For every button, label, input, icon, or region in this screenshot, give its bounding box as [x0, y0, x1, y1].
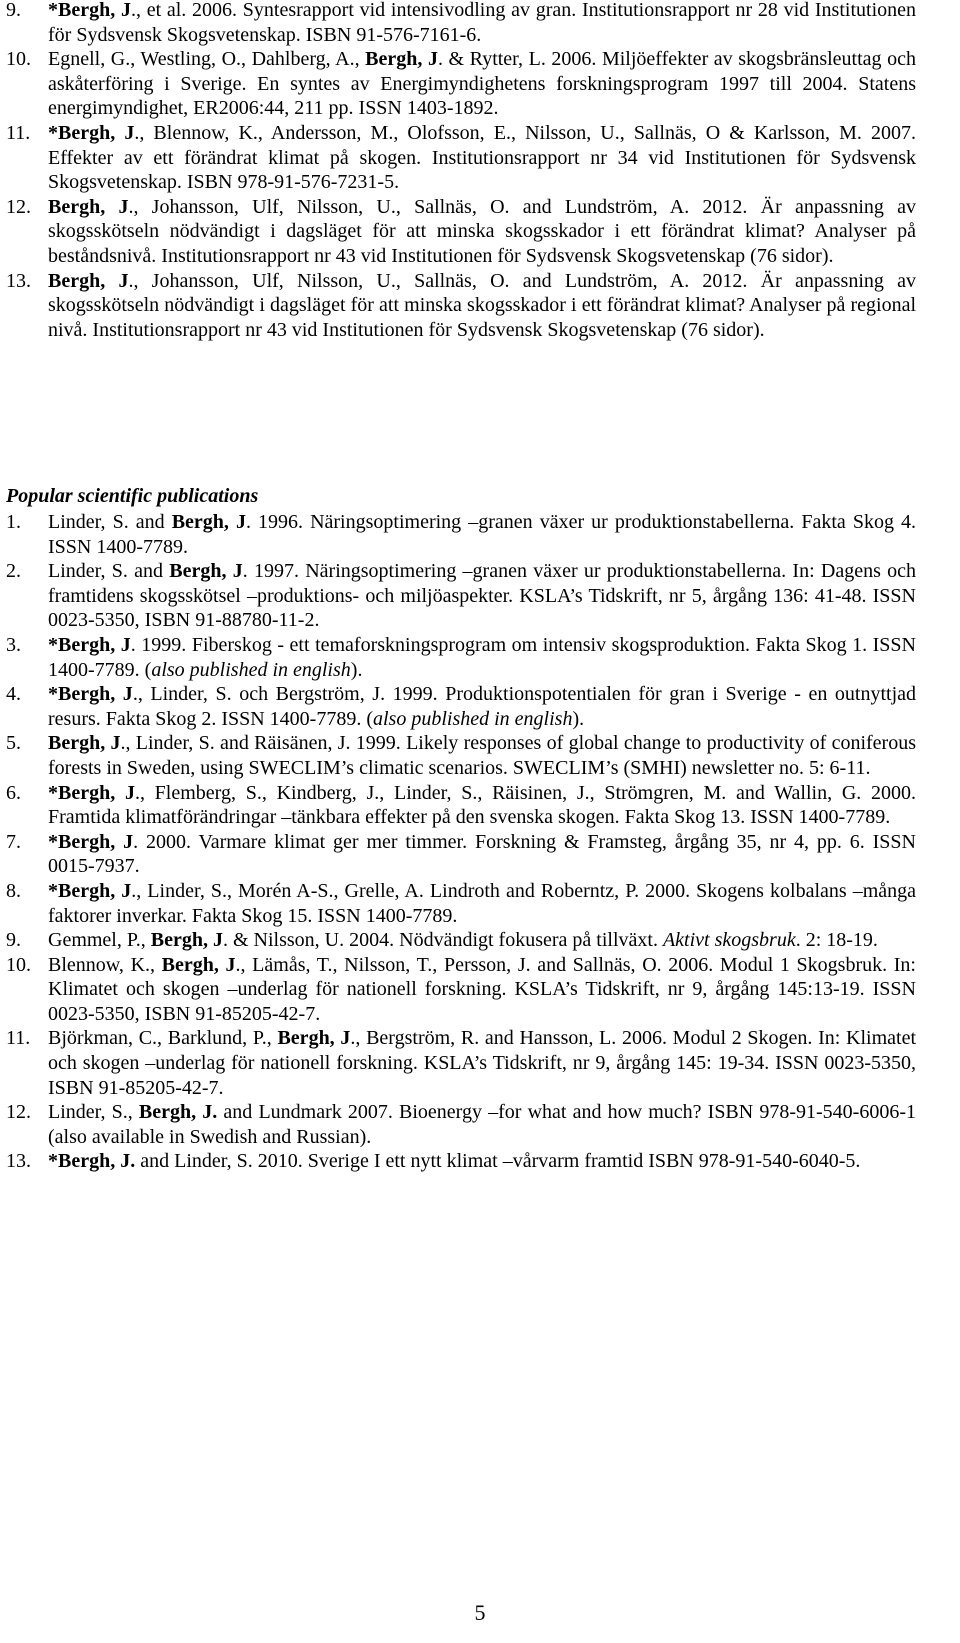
reference-text: Egnell, G., Westling, O., Dahlberg, A., — [48, 48, 366, 71]
reference-text: ). — [350, 658, 363, 681]
italic-text: Aktivt skogsbruk — [662, 929, 796, 952]
reference-text: and Lundmark 2007. Bioenergy –for what and how much? ISBN 978-91-540-6006-1 (also available in Swedish and Russian). — [48, 1101, 916, 1148]
reference-item — [0, 953, 960, 1027]
reference-item — [0, 781, 960, 830]
reference-text: Linder, S. and — [48, 560, 170, 583]
reference-number: 8. — [6, 879, 21, 902]
reference-number: 9. — [6, 929, 21, 952]
reference-text: and Linder, S. 2010. Sverige I ett nytt klimat –vårvarm framtid ISBN 978-91-540-6040-5. — [135, 1150, 861, 1173]
reference-text: ., Flemberg, S., Kindberg, J., Linder, S., Räisinen, J., Strömgren, M. and Wallin, G. 2000. Framtida klimatförändringar –tänkbara effekter på den svenska skogen. Fakta Skog 13. ISSN 1400-7789. — [48, 781, 916, 829]
reference-text: . 1999. Fiberskog - ett temaforskningsprogram om intensiv skogsproduktion. Fakta Skog 1. ISSN 1400-7789. ( — [48, 633, 916, 681]
reference-item — [0, 269, 960, 343]
reference-number: 12. — [6, 1101, 31, 1124]
reference-number: 5. — [6, 732, 21, 755]
reference-text: ., Lämås, T., Nilsson, T., Persson, J. and Sallnäs, O. 2006. Modul 1 Skogsbruk. In: Klimatet och skogen –underlag för nationell forskning. KSLA’s Tidskrift, nr 9, årgång 145:13-19. ISSN 0023-5350, ISBN 91-85205-42-7. — [48, 953, 916, 1025]
reference-number: 3. — [6, 633, 21, 656]
author-highlight: *Bergh, J — [48, 879, 132, 902]
reference-item — [0, 195, 960, 269]
section-heading: Popular scientific publications — [6, 485, 259, 507]
reference-list-continued — [0, 0, 960, 342]
author-highlight: Bergh, J. — [138, 1101, 218, 1124]
reference-number: 13. — [6, 1150, 31, 1173]
reference-item — [0, 682, 960, 731]
reference-text: Björkman, C., Barklund, P., — [48, 1027, 278, 1050]
reference-number: 2. — [6, 560, 21, 583]
page-number: 5 — [474, 1600, 486, 1625]
reference-text: ., Bergström, R. and Hansson, L. 2006. Modul 2 Skogen. In: Klimatet och skogen –underlag för nationell forskning. KSLA’s Tidskrift, nr 9, årgång 145: 19-34. ISSN 0023-5350, ISBN 91-85205-42-7. — [48, 1027, 917, 1099]
author-highlight: Bergh, J — [365, 48, 438, 71]
reference-item — [0, 0, 960, 47]
author-highlight: Bergh, J — [48, 269, 129, 292]
author-highlight: Bergh, J — [171, 511, 246, 533]
reference-number: 7. — [6, 830, 21, 853]
author-highlight: Bergh, J — [169, 560, 243, 583]
reference-number: 11. — [6, 121, 31, 144]
reference-item — [0, 1100, 960, 1149]
reference-text: ., Linder, S., Morén A-S., Grelle, A. Lindroth and Roberntz, P. 2000. Skogens kolbalans –många faktorer inverkar. Fakta Skog 15. ISSN 1400-7789. — [48, 879, 917, 927]
reference-text: ., et al. 2006. Syntesrapport vid intensivodling av gran. Institutionsrapport nr 28 vid Institutionen för Sydsvensk Skogsvetenskap. ISBN 91-576-7161-6. — [48, 0, 917, 46]
author-highlight: *Bergh, J — [48, 830, 134, 853]
reference-text: . 2: 18-19. — [795, 929, 878, 952]
reference-item — [0, 1149, 960, 1174]
reference-number: 1. — [6, 511, 21, 533]
reference-item — [0, 879, 960, 928]
reference-item — [0, 47, 960, 121]
italic-text: also published in english — [373, 707, 573, 730]
reference-text: . & Rytter, L. 2006. Miljöeffekter av skogsbränsleuttag och askåterföring i Sverige. En syntes av Energimyndighetens forskningsprogram 1997 till 2004. Statens energimyndighet, ER2006:44, 211 pp. ISSN 1403-1892. — [48, 48, 916, 120]
reference-item — [0, 928, 960, 953]
reference-text: Blennow, K., — [48, 953, 162, 976]
reference-text: ., Blennow, K., Andersson, M., Olofsson, E., Nilsson, U., Sallnäs, O & Karlsson, M. 2007. Effekter av ett förändrat klimat på skogen. Institutionsrapport nr 34 vid Institutionen för Sydsvensk Skogsvetenskap. ISBN 978-91-576-7231-5. — [48, 121, 917, 194]
reference-text: ., Johansson, Ulf, Nilsson, U., Sallnäs, O. and Lundström, A. 2012. Är anpassning av skogsskötseln nödvändigt i dagsläget för att minska skogsskador i ett förändrat klimat? Analyser på beståndsnivå. Institutionsrapport nr 43 vid Institutionen för Sydsvensk Skogsvetenskap (76 sidor). — [48, 195, 916, 267]
reference-text: ., Linder, S. and Räisänen, J. 1999. Likely responses of global change to productivity of coniferous forests in Sweden, using SWECLIM’s climatic scenarios. SWECLIM’s (SMHI) newsletter no. 5: 6-11. — [48, 732, 916, 779]
italic-text: also published in english — [151, 658, 351, 681]
reference-text: Linder, S. and — [48, 511, 172, 533]
reference-text: . & Nilsson, U. 2004. Nödvändigt fokusera på tillväxt. — [223, 929, 663, 952]
reference-item — [0, 559, 960, 633]
reference-number: 9. — [6, 0, 21, 21]
reference-text: ., Linder, S. och Bergström, J. 1999. Produktionspotentialen för gran i Sverige - en outnyttjad resurs. Fakta Skog 2. ISSN 1400-7789. ( — [48, 683, 917, 730]
author-highlight: *Bergh, J — [48, 683, 133, 706]
author-highlight: Bergh, J — [150, 929, 223, 952]
reference-item — [0, 633, 960, 682]
reference-number: 6. — [6, 781, 21, 804]
reference-item — [0, 121, 960, 195]
author-highlight: *Bergh, J — [48, 633, 131, 656]
reference-item — [0, 830, 960, 879]
reference-number: 11. — [6, 1027, 31, 1050]
reference-text: . 2000. Varmare klimat ger mer timmer. Forskning & Framsteg, årgång 35, nr 4, pp. 6. ISSN 0015-7937. — [48, 830, 916, 878]
author-highlight: Bergh, J — [277, 1027, 351, 1050]
reference-text: Gemmel, P., — [48, 929, 151, 952]
reference-item — [0, 510, 960, 559]
reference-item — [0, 1026, 960, 1100]
reference-item — [0, 731, 960, 780]
reference-text: ). — [572, 707, 585, 730]
author-highlight: *Bergh, J. — [48, 1150, 136, 1173]
author-highlight: *Bergh, J — [48, 121, 135, 144]
reference-number: 12. — [6, 195, 31, 218]
author-highlight: Bergh, J — [48, 195, 129, 218]
author-highlight: Bergh, J — [161, 953, 236, 976]
author-highlight: Bergh, J — [48, 732, 121, 755]
reference-number: 10. — [6, 953, 31, 976]
reference-number: 4. — [6, 683, 21, 706]
reference-text: ., Johansson, Ulf, Nilsson, U., Sallnäs, O. and Lundström, A. 2012. Är anpassning av skogsskötseln nödvändigt i dagsläget för att minska skogsskador i ett förändrat klimat? Analyser på regional nivå. Institutionsrapport nr 43 vid Institutionen för Sydsvensk Skogsvetenskap (76 sidor). — [48, 269, 916, 341]
author-highlight: *Bergh, J — [48, 781, 135, 804]
reference-text: Linder, S., — [48, 1101, 139, 1124]
popular-publications-list — [0, 510, 960, 1174]
reference-number: 13. — [6, 269, 31, 292]
reference-text: . 1997. Näringsoptimering –granen växer ur produktionstabellerna. In: Dagens och framtidens skogsskötsel –produktions- och miljöaspekter. KSLA’s Tidskrift, nr 5, årgång 136: 41-48. ISSN 0023-5350, ISBN 91-88780-11-2. — [48, 560, 917, 632]
author-highlight: *Bergh, J — [48, 0, 131, 21]
reference-number: 10. — [6, 48, 31, 71]
reference-text: . 1996. Näringsoptimering –granen växer ur produktionstabellerna. Fakta Skog 4. ISSN 1400-7789. — [48, 511, 917, 558]
